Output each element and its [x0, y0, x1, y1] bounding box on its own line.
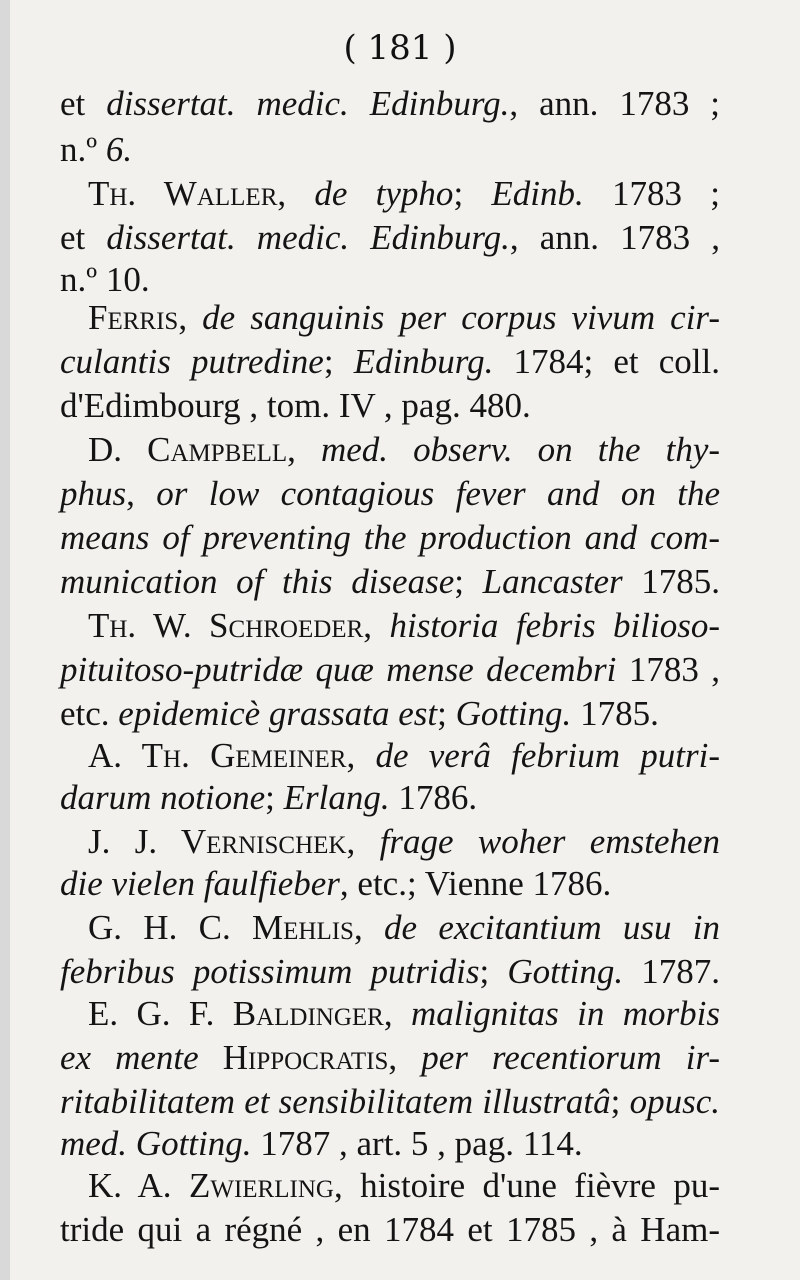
plain-text: , [277, 174, 315, 213]
text-line [60, 1122, 583, 1166]
title-text: opusc. [629, 1082, 720, 1121]
author-name: Th. Waller [88, 174, 278, 213]
title-text: med. observ. on the thy- [320, 430, 721, 469]
title-text: darum notione [60, 778, 266, 817]
title-text: 6. [105, 130, 133, 169]
plain-text: 1785. [622, 562, 720, 601]
title-text: phus [60, 474, 127, 513]
author-name: K. A. Zwierling [88, 1166, 334, 1205]
title-text: Lancaster [482, 562, 623, 601]
title-text: de verâ febrium putri- [375, 736, 721, 775]
title-text: de sanguinis per corpus vivum cir- [202, 298, 720, 337]
title-text: de excitantium usu in [384, 908, 721, 947]
plain-text: , [346, 736, 376, 775]
text-line [88, 734, 720, 778]
text-line [60, 384, 531, 428]
text-line [60, 340, 720, 384]
plain-text: , [178, 298, 203, 337]
plain-text: , [126, 474, 157, 513]
title-text: Gotting. [507, 952, 624, 991]
author-name: E. G. F. Baldinger [88, 994, 384, 1033]
text-line [88, 906, 720, 950]
plain-text: , [353, 908, 384, 947]
title-text: frage woher emstehen [379, 822, 721, 861]
plain-text: ; [454, 562, 483, 601]
plain-text: d'Edimbourg , tom. IV , pag. 480. [60, 386, 531, 425]
text-line [60, 216, 720, 260]
title-text: ritabilitatem et sensibilitatem illustratâ [60, 1082, 611, 1121]
plain-text: , [388, 1038, 422, 1077]
text-line [60, 692, 659, 736]
title-text: pituitoso-putridæ quæ mense decembri [60, 650, 617, 689]
title-text: or low contagious fever and on the [156, 474, 720, 513]
title-text: Gotting. [455, 694, 572, 733]
title-text: Edinb. [491, 174, 584, 213]
title-text: med. Gotting. [60, 1124, 252, 1163]
plain-text: etc. [60, 694, 119, 733]
plain-text: ; [323, 342, 354, 381]
plain-text [199, 1038, 223, 1077]
title-text: means of preventing the production and com- [60, 518, 720, 557]
author-name: A. Th. Gemeiner [88, 736, 347, 775]
text-line [60, 862, 611, 906]
title-text: per recentiorum ir- [421, 1038, 721, 1077]
text-line [60, 776, 477, 820]
title-text: culantis putredine [60, 342, 324, 381]
text-line [60, 516, 720, 560]
plain-text: , histoire d'une fièvre pu- [333, 1166, 720, 1205]
plain-text: , [363, 606, 390, 645]
text-line [60, 472, 720, 516]
author-name: G. H. C. Mehlis [88, 908, 354, 947]
plain-text: , [346, 822, 380, 861]
title-text: ex mente [60, 1038, 199, 1077]
text-line [60, 1080, 720, 1124]
title-text: munication of this disease [60, 562, 455, 601]
author-name: D. Campbell [88, 430, 288, 469]
title-text: Edinburg. [353, 342, 494, 381]
title-text: de typho [314, 174, 454, 213]
plain-text: 1787 , art. 5 , pag. 114. [251, 1124, 583, 1163]
plain-text: tride qui a régné , en 1784 et 1785 , à Ham- [60, 1210, 720, 1249]
title-text: historia febris bilioso- [389, 606, 720, 645]
plain-text: , ann. 1783 , [509, 218, 720, 257]
text-line [60, 648, 720, 692]
text-line [88, 992, 720, 1036]
author-name: Th. W. Schroeder [88, 606, 364, 645]
text-line [60, 128, 132, 172]
plain-text: ; [479, 952, 508, 991]
plain-text: ; [453, 174, 492, 213]
plain-text: 1786. [389, 778, 478, 817]
plain-text: 1783 ; [583, 174, 721, 213]
author-name: J. J. Vernischek [88, 822, 347, 861]
plain-text: ; [265, 778, 284, 817]
plain-text: 1787. [623, 952, 721, 991]
title-text: Erlang. [283, 778, 390, 817]
text-line [60, 560, 720, 604]
plain-text: , [383, 994, 411, 1033]
text-line [60, 82, 720, 126]
title-text: febribus potissimum putridis [60, 952, 480, 991]
author-name: Hippocratis [222, 1038, 389, 1077]
plain-text: et [60, 84, 107, 123]
plain-text: n.º 10. [60, 260, 150, 299]
title-text: dissertat. medic. Edinburg. [106, 84, 510, 123]
plain-text: , ann. 1783 ; [509, 84, 720, 123]
plain-text: 1784; et coll. [493, 342, 721, 381]
text-line [88, 1164, 720, 1208]
plain-text: , etc.; Vienne 1786. [339, 864, 612, 903]
text-line [88, 820, 720, 864]
plain-text: ; [437, 694, 456, 733]
text-line [60, 950, 720, 994]
text-line [88, 172, 720, 216]
title-text: dissertat. medic. Edinburg. [106, 218, 510, 257]
plain-text: , [287, 430, 321, 469]
text-line [88, 296, 720, 340]
text-line [88, 428, 720, 472]
text-line [60, 1036, 720, 1080]
plain-text: 1783 , [616, 650, 721, 689]
title-text: die vielen faulfieber [60, 864, 340, 903]
text-line [60, 1208, 720, 1252]
title-text: epidemicè grassata est [118, 694, 438, 733]
plain-text: n.º [60, 130, 106, 169]
plain-text: ; [610, 1082, 630, 1121]
plain-text: et [60, 218, 107, 257]
title-text: malignitas in morbis [410, 994, 720, 1033]
plain-text: 1785. [571, 694, 659, 733]
text-line [88, 604, 720, 648]
author-name: Ferris [88, 298, 179, 337]
page-number: ( 181 ) [343, 28, 457, 68]
